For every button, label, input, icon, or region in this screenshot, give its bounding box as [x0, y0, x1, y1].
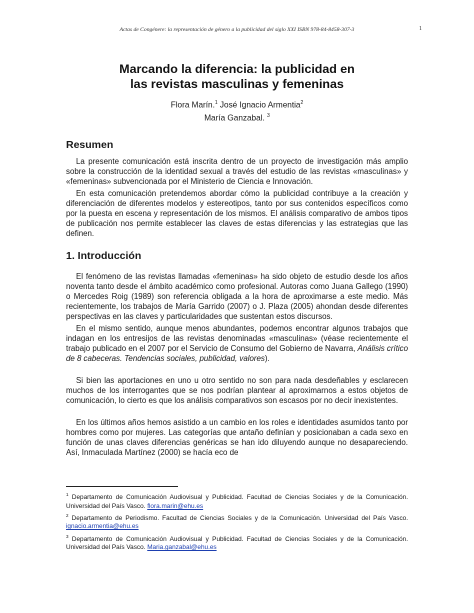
footnote-3-email-link[interactable]: Maria.ganzabal@ehu.es	[147, 544, 217, 552]
footnote-1-email-link[interactable]: flora.marin@ehu.es	[147, 502, 204, 510]
author-3: María Ganzabal.	[204, 113, 265, 123]
footnote-2: $^2$ Departamento de Periodismo. Facultad de Ciencias Sociales y de la Comunicación. Universidad del País Vasco. ignacio.armentia@ehu.es	[66, 512, 408, 531]
author-2-footnote-ref[interactable]: 2	[300, 100, 304, 106]
abstract-paragraph-1: La presente comunicación está inscrita dentro de un proyecto de investigación más amplio sobre la construcción de la identidad sexual a través del estudio de las revistas «masculinas» y «femeninas» subvencionada por el Ministerio de Ciencia e Innovación.	[66, 157, 408, 187]
running-header: Actas de Congénere: la representación de género a la publicidad del siglo XXI ISBN 978-84-8458-307-3	[119, 27, 355, 33]
intro-paragraph-1: El fenómeno de las revistas llamadas «femeninas» ha sido objeto de estudio desde los años noventa tanto desde el ámbito académico como profesional. Autoras como Juana Gallego (1990) o Mercedes Roig (1989) son referencia obligada a la hora de aproximarse a este medio. Más recientemente, los trabajos de María Garrido (2007) o J. Plaza (2005) ahondan desde diferentes perspectivas en las claves y particularidades que sustentan estos discursos.	[66, 272, 408, 322]
author-1-footnote-ref[interactable]: 1	[214, 100, 218, 106]
footnotes	[66, 491, 408, 554]
author-1: Flora Marín.	[170, 100, 215, 110]
author-3-footnote-ref[interactable]: 3	[267, 112, 270, 119]
author-2: José Ignacio Armentia	[217, 100, 301, 110]
author-line-2	[0, 111, 474, 124]
title-line-1: Marcando la diferencia: la publicidad en	[119, 62, 355, 76]
introduction-heading: 1. Introducción	[66, 250, 142, 262]
footnote-1: $^1$ Departamento de Comunicación Audiovisual y Publicidad. Facultad de Ciencias Sociales y de la Comunicación. Universidad del País Vasco. flora.marin@ehu.es	[66, 492, 408, 510]
intro-paragraph-4: En los últimos años hemos asistido a un cambio en los roles e identidades asumidos tanto por hombres como por mujeres. Las categorías que antaño definían y posicionaban a cada sexo en función de unas claves diferencias genéricas se han ido diluyendo aunque no desapareciendo. Así, Inmaculada Martínez (2000) se hacía eco de	[66, 418, 408, 458]
abstract-heading: Resumen	[66, 139, 114, 151]
footnote-separator	[66, 486, 178, 487]
cited-work-title: Análisis crítico de 8 cabeceras. Tendencias sociales, publicidad, valores	[66, 344, 408, 364]
intro-paragraph-3: Si bien las aportaciones en uno u otro sentido no son para nada desdeñables y esclarecen muchos de los interrogantes que se nos podrían plantear al aproximarnos a estos objetos de comunicación, lo cierto es que los análisis comparativos son escasos por no decir inexistentes.	[66, 376, 408, 406]
abstract-paragraph-2: En esta comunicación pretendemos abordar cómo la publicidad contribuye a la creación y diferenciación de diferentes modelos y estereotipos, tanto por sus contenidos específicos como por la puesta en escena y representación de los mismos. El análisis comparativo de ambos tipos de publicación nos permite establecer las claves de estas diferencias y las estrategias que las definen.	[66, 189, 408, 239]
title-line-2: las revistas masculinas y femeninas	[130, 77, 344, 91]
author-block	[0, 98, 474, 123]
footnote-2-email-link[interactable]: ignacio.armentia@ehu.es	[66, 523, 139, 531]
footnote-3: $^3$ Departamento de Comunicación Audiovisual y Publicidad. Facultad de Ciencias Sociales y de la Comunicación. Universidad del País Vasco. Maria.ganzabal@ehu.es	[66, 533, 408, 552]
intro-paragraph-2: En el mismo sentido, aunque menos abundantes, podemos encontrar algunos trabajos que indagan en los entresijos de las revistas denominadas «masculinas» (véase recientemente el trabajo publicado en el 2007 por el Servicio de Consumo del Gobierno de Navarra, Análisis crítico de 8 cabeceras. Tendencias sociales, publicidad, valores).	[66, 324, 408, 364]
paper-title	[0, 62, 474, 92]
author-line-1	[0, 98, 474, 111]
page-number: 1	[419, 26, 422, 32]
